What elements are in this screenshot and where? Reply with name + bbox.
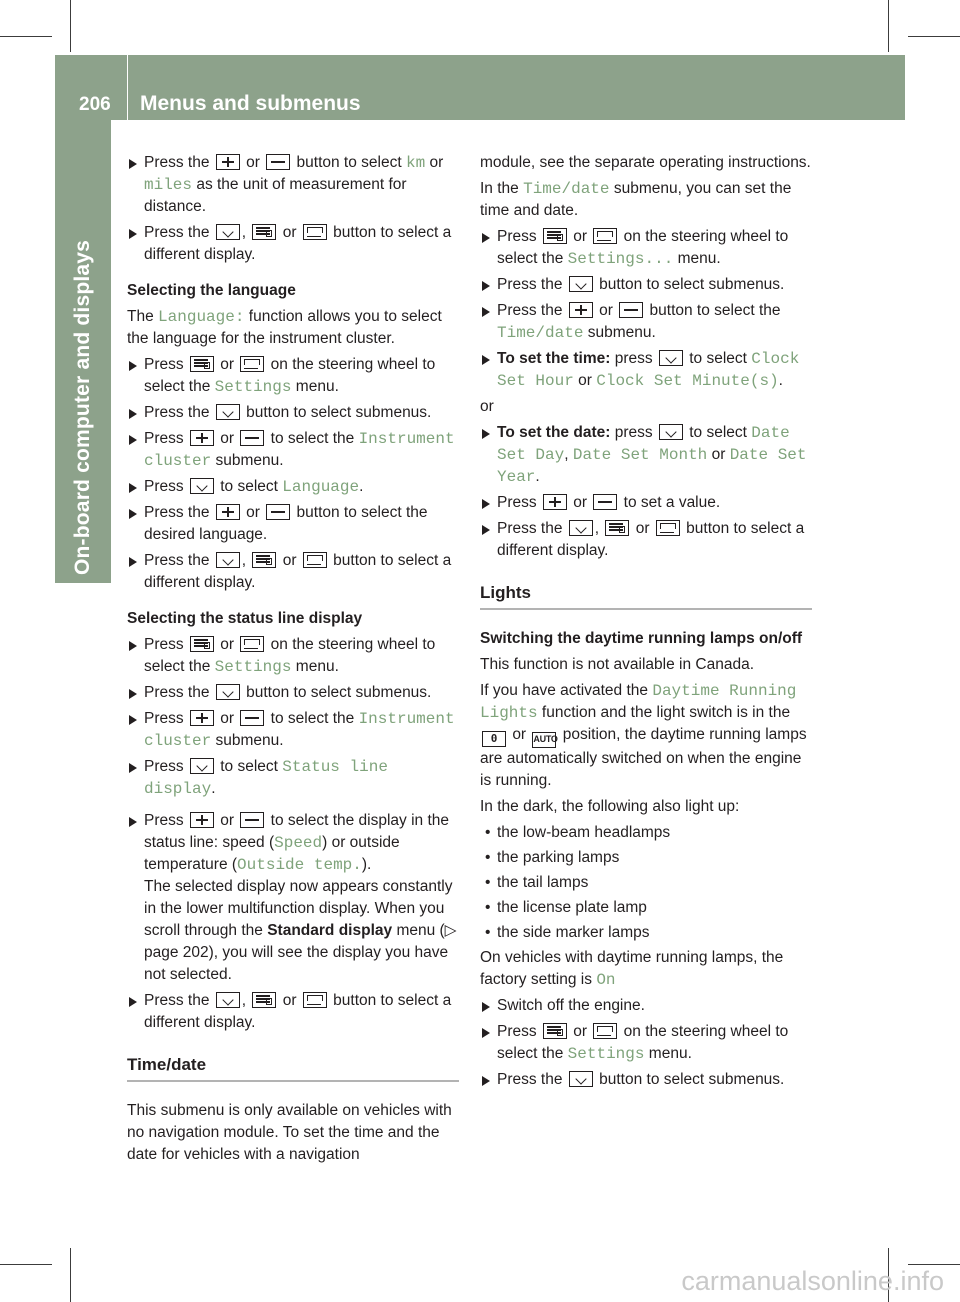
instruction-step: Press the or button to select km or miles as the unit of measurement for distance. bbox=[127, 152, 459, 218]
instruction-step: Press the button to select submenus. bbox=[127, 682, 459, 704]
paragraph: In the dark, the following also light up: bbox=[480, 798, 740, 815]
back-button-icon bbox=[216, 224, 240, 240]
crop-mark bbox=[0, 36, 52, 37]
back-button-icon bbox=[216, 552, 240, 568]
minus-button-icon bbox=[240, 710, 264, 726]
light-switch-auto-icon: AUTO bbox=[532, 732, 556, 748]
paragraph: The Language: function allows you to select the language for the instrument cluster. bbox=[127, 308, 442, 347]
paragraph: In the Time/date submenu, you can set the time and date. bbox=[480, 180, 792, 219]
page-down-button-icon bbox=[303, 224, 327, 240]
back-button-icon bbox=[190, 758, 214, 774]
instruction-step: Switch off the engine. bbox=[480, 995, 812, 1017]
paragraph: or bbox=[480, 398, 494, 415]
instruction-step: Press or to set a value. bbox=[480, 492, 812, 514]
crop-mark bbox=[70, 0, 71, 52]
instruction-step: Press or on the steering wheel to select the Settings menu. bbox=[127, 634, 459, 678]
instruction-step: Press the , or button to select a different display. bbox=[480, 518, 812, 562]
instruction-step: Press or to select the Instrument cluster submenu. bbox=[127, 708, 459, 752]
instruction-step: Press to select Language. bbox=[127, 476, 459, 498]
page-down-button-icon bbox=[303, 552, 327, 568]
minus-button-icon bbox=[619, 302, 643, 318]
page-down-button-icon bbox=[303, 992, 327, 1008]
plus-button-icon bbox=[543, 494, 567, 510]
page-up-button-icon bbox=[605, 520, 629, 536]
instruction-step: Press or to select the display in the status line: speed (Speed) or outside temperature (Outside temp.). The selected display now appears constantly in the lower multifunction display. When you scroll through the Standard display menu (▷ page 202), you will see the display you have not selected. bbox=[127, 810, 459, 986]
list-item: • the parking lamps bbox=[480, 847, 812, 869]
instruction-step: To set the time: press to select Clock Set Hour or Clock Set Minute(s). bbox=[480, 348, 812, 392]
back-button-icon bbox=[659, 424, 683, 440]
crop-mark bbox=[888, 0, 889, 52]
back-button-icon bbox=[569, 1071, 593, 1087]
instruction-step: Press the button to select submenus. bbox=[480, 274, 812, 296]
instruction-step: Press the , or button to select a different display. bbox=[127, 990, 459, 1034]
page-up-button-icon bbox=[252, 224, 276, 240]
page-header bbox=[55, 55, 905, 120]
paragraph: module, see the separate operating instructions. bbox=[480, 154, 811, 171]
page-down-button-icon bbox=[593, 228, 617, 244]
list-item: • the low-beam headlamps bbox=[480, 822, 812, 844]
page-down-button-icon bbox=[593, 1023, 617, 1039]
instruction-step: Press the button to select submenus. bbox=[480, 1069, 812, 1091]
page-up-button-icon bbox=[252, 992, 276, 1008]
page-up-button-icon bbox=[543, 228, 567, 244]
page-up-button-icon bbox=[543, 1023, 567, 1039]
page-up-button-icon bbox=[252, 552, 276, 568]
back-button-icon bbox=[569, 520, 593, 536]
paragraph: This function is not available in Canada. bbox=[480, 656, 754, 673]
plus-button-icon bbox=[216, 504, 240, 520]
instruction-step: To set the date: press to select Date Set Day, Date Set Month or Date Set Year. bbox=[480, 422, 812, 488]
instruction-step: Press the , or button to select a different display. bbox=[127, 550, 459, 594]
instruction-step: Press or on the steering wheel to select the Settings menu. bbox=[127, 354, 459, 398]
paragraph: If you have activated the Daytime Running Lights function and the light switch is in the 0 or AUTO position, the daytime running lamps are automatically switched on when the engine is running. bbox=[480, 682, 807, 789]
list-item: • the license plate lamp bbox=[480, 897, 812, 919]
side-tab bbox=[55, 120, 111, 583]
subheading: Selecting the language bbox=[127, 282, 296, 299]
minus-button-icon bbox=[593, 494, 617, 510]
back-button-icon bbox=[190, 478, 214, 494]
back-button-icon bbox=[216, 992, 240, 1008]
plus-button-icon bbox=[190, 812, 214, 828]
minus-button-icon bbox=[240, 812, 264, 828]
minus-button-icon bbox=[266, 504, 290, 520]
light-switch-off-icon: 0 bbox=[482, 731, 506, 747]
back-button-icon bbox=[659, 350, 683, 366]
instruction-step: Press to select Status line display. bbox=[127, 756, 459, 800]
page-down-button-icon bbox=[240, 356, 264, 372]
page-up-button-icon bbox=[190, 356, 214, 372]
header-divider bbox=[127, 55, 128, 120]
instruction-step: Press the or button to select the desired language. bbox=[127, 502, 459, 546]
watermark: carmanualsonline.info bbox=[681, 1266, 944, 1296]
back-button-icon bbox=[569, 276, 593, 292]
plus-button-icon bbox=[190, 430, 214, 446]
list-item: • the tail lamps bbox=[480, 872, 812, 894]
list-item: • the side marker lamps bbox=[480, 922, 812, 944]
section-heading: Time/date bbox=[127, 1054, 459, 1082]
instruction-step: Press the button to select submenus. bbox=[127, 402, 459, 424]
paragraph: On vehicles with daytime running lamps, the factory setting is On bbox=[480, 949, 784, 989]
subheading: Switching the daytime running lamps on/off bbox=[480, 630, 803, 647]
subheading: Selecting the status line display bbox=[127, 610, 363, 627]
crop-mark bbox=[908, 1264, 960, 1265]
page-up-button-icon bbox=[190, 636, 214, 652]
crop-mark bbox=[70, 1248, 71, 1302]
paragraph: This submenu is only available on vehicles with no navigation module. To set the time and the date for vehicles with a navigation bbox=[127, 1102, 452, 1163]
back-button-icon bbox=[216, 684, 240, 700]
instruction-step: Press the or button to select the Time/date submenu. bbox=[480, 300, 812, 344]
right-column bbox=[480, 152, 812, 1095]
crop-mark bbox=[0, 1264, 52, 1265]
back-button-icon bbox=[216, 404, 240, 420]
minus-button-icon bbox=[266, 154, 290, 170]
plus-button-icon bbox=[569, 302, 593, 318]
page-down-button-icon bbox=[240, 636, 264, 652]
page-down-button-icon bbox=[656, 520, 680, 536]
crop-mark bbox=[908, 36, 960, 37]
page-title: Menus and submenus bbox=[140, 92, 361, 115]
side-tab-label: On-board computer and displays bbox=[71, 239, 94, 575]
plus-button-icon bbox=[190, 710, 214, 726]
minus-button-icon bbox=[240, 430, 264, 446]
instruction-step: Press the , or button to select a different display. bbox=[127, 222, 459, 266]
page-number: 206 bbox=[79, 94, 111, 115]
left-column bbox=[127, 152, 459, 1170]
section-heading: Lights bbox=[480, 582, 812, 610]
instruction-step: Press or on the steering wheel to select the Settings... menu. bbox=[480, 226, 812, 270]
instruction-step: Press or to select the Instrument cluster submenu. bbox=[127, 428, 459, 472]
instruction-step: Press or on the steering wheel to select the Settings menu. bbox=[480, 1021, 812, 1065]
plus-button-icon bbox=[216, 154, 240, 170]
